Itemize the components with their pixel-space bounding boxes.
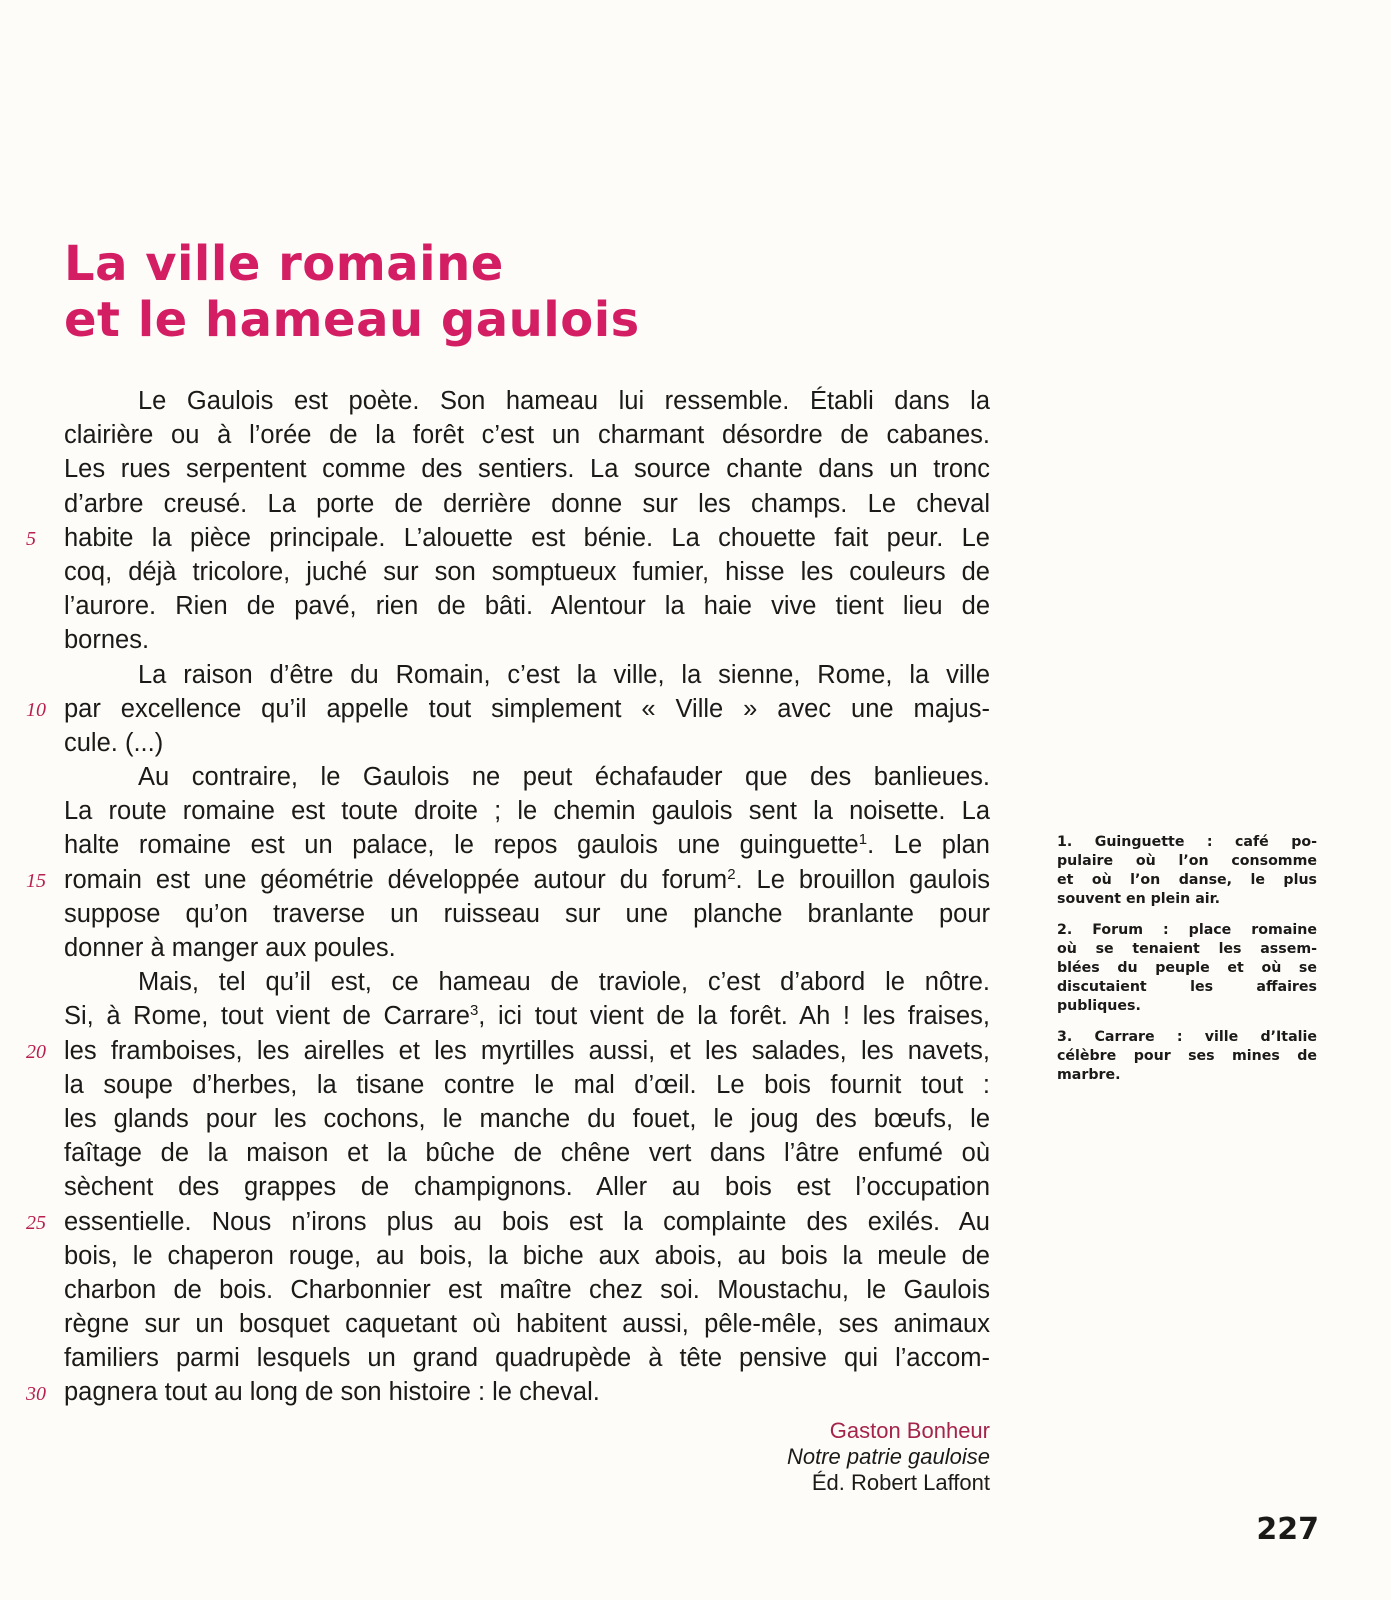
text-fragment: romain est une géométrie développée autour du forum — [64, 865, 728, 894]
text-line: essentielle. Nous n’irons plus au bois est la complainte des exilés. Au — [64, 1207, 990, 1236]
line-number-25: 25 — [26, 1212, 46, 1234]
text-line: sèchent des grappes de champignons. Aller au bois est l’occupation — [64, 1173, 990, 1202]
text-line: faîtage de la maison et la bûche de chêne vert dans l’âtre enfumé où — [64, 1139, 990, 1168]
text-line: coq, déjà tricolore, juché sur son somptueux fumier, hisse les couleurs de — [64, 557, 990, 586]
text-line: habite la pièce principale. L’alouette est bénie. La chouette fait peur. Le — [64, 523, 990, 552]
text-fragment: Si, à Rome, tout vient de Carrare — [64, 1002, 470, 1031]
text-line: clairière ou à l’orée de la forêt c’est un charmant désordre de cabanes. — [64, 421, 990, 450]
text-fragment: , ici tout vient de la forêt. Ah ! les fraises, — [478, 1002, 990, 1031]
line-number-5: 5 — [26, 528, 36, 550]
text-line: bornes. — [64, 626, 150, 655]
footnote-2 — [1057, 921, 1317, 1016]
title-line-2: et le hameau gaulois — [64, 292, 640, 348]
footnote-line: 2. Forum : place romaine — [1057, 922, 1317, 938]
text-line: d’arbre creusé. La porte de derrière donne sur les champs. Le cheval — [64, 489, 990, 518]
line-number-20: 20 — [26, 1041, 46, 1063]
text-line: Mais, tel qu’il est, ce hameau de traviole, c’est d’abord le nôtre. — [138, 968, 990, 997]
footnote-line: 3. Carrare : ville d’Italie — [1057, 1029, 1317, 1045]
footnote-line: publiques. — [1057, 998, 1141, 1014]
text-line — [64, 828, 990, 862]
text-line: La route romaine est toute droite ; le chemin gaulois sent la noisette. La — [64, 797, 990, 826]
text-line: bois, le chaperon rouge, au bois, la biche aux abois, au bois la meule de — [64, 1241, 990, 1270]
footnote-1 — [1057, 833, 1317, 909]
author-name: Gaston Bonheur — [829, 1418, 990, 1443]
text-fragment: halte romaine est un palace, le repos gaulois une guinguette — [64, 831, 859, 860]
note-mark-1: 1 — [858, 831, 868, 849]
text-line: la soupe d’herbes, la tisane contre le mal d’œil. Le bois fournit tout : — [64, 1070, 990, 1099]
line-number-30: 30 — [26, 1383, 46, 1405]
text-line — [64, 999, 990, 1033]
footnote-line: souvent en plein air. — [1057, 891, 1220, 907]
text-line: donner à manger aux poules. — [64, 934, 396, 962]
text-line: l’aurore. Rien de pavé, rien de bâti. Alentour la haie vive tient lieu de — [64, 592, 990, 621]
text-line: familiers parmi lesquels un grand quadrupède à tête pensive qui l’accom- — [64, 1344, 990, 1373]
text-line: suppose qu’on traverse un ruisseau sur une planche branlante pour — [64, 899, 990, 928]
footnote-line: blées du peuple et où se — [1057, 960, 1317, 976]
text-line: les glands pour les cochons, le manche du fouet, le joug des bœufs, le — [64, 1104, 990, 1133]
note-mark-3: 3 — [469, 1002, 479, 1020]
footnotes — [1057, 833, 1317, 1097]
text-line: Le Gaulois est poète. Son hameau lui ressemble. Établi dans la — [138, 387, 990, 415]
footnote-line: 1. Guinguette : café po- — [1057, 834, 1317, 850]
footnote-line: pulaire où l’on consomme — [1057, 853, 1317, 869]
main-text — [64, 384, 990, 1410]
page-number: 227 — [1256, 1512, 1319, 1547]
text-line: Au contraire, le Gaulois ne peut échafauder que des banlieues. — [138, 763, 990, 792]
source-credits — [787, 1418, 990, 1496]
text-fragment: . Le brouillon gaulois — [735, 865, 990, 894]
line-number-15: 15 — [26, 870, 46, 892]
text-line: les framboises, les airelles et les myrtilles aussi, et les salades, les navets, — [64, 1036, 990, 1065]
text-line — [64, 863, 990, 897]
page-title — [64, 236, 640, 348]
publisher: Éd. Robert Laffont — [811, 1470, 990, 1495]
footnote-line: célèbre pour ses mines de — [1057, 1048, 1317, 1064]
footnote-line: où se tenaient les assem- — [1057, 941, 1317, 957]
text-line: règne sur un bosquet caquetant où habitent aussi, pêle-mêle, ses animaux — [64, 1310, 990, 1339]
footnote-3 — [1057, 1028, 1317, 1085]
text-line: par excellence qu’il appelle tout simplement « Ville » avec une majus- — [64, 694, 990, 723]
text-line: cule. (...) — [64, 728, 164, 757]
text-line: pagnera tout au long de son histoire : le cheval. — [64, 1378, 600, 1407]
line-number-10: 10 — [26, 699, 46, 721]
text-line: Les rues serpentent comme des sentiers. La source chante dans un tronc — [64, 455, 990, 484]
footnote-line: discutaient les affaires — [1057, 979, 1317, 995]
footnote-line: marbre. — [1057, 1067, 1121, 1083]
text-line: La raison d’être du Romain, c’est la ville, la sienne, Rome, la ville — [138, 660, 990, 689]
text-fragment: . Le plan — [867, 831, 990, 860]
note-mark-2: 2 — [727, 865, 736, 883]
book-title: Notre patrie gauloise — [786, 1444, 990, 1469]
footnote-line: et où l’on danse, le plus — [1057, 872, 1317, 888]
text-line: charbon de bois. Charbonnier est maître chez soi. Moustachu, le Gaulois — [64, 1275, 990, 1304]
title-line-1: La ville romaine — [64, 236, 504, 292]
